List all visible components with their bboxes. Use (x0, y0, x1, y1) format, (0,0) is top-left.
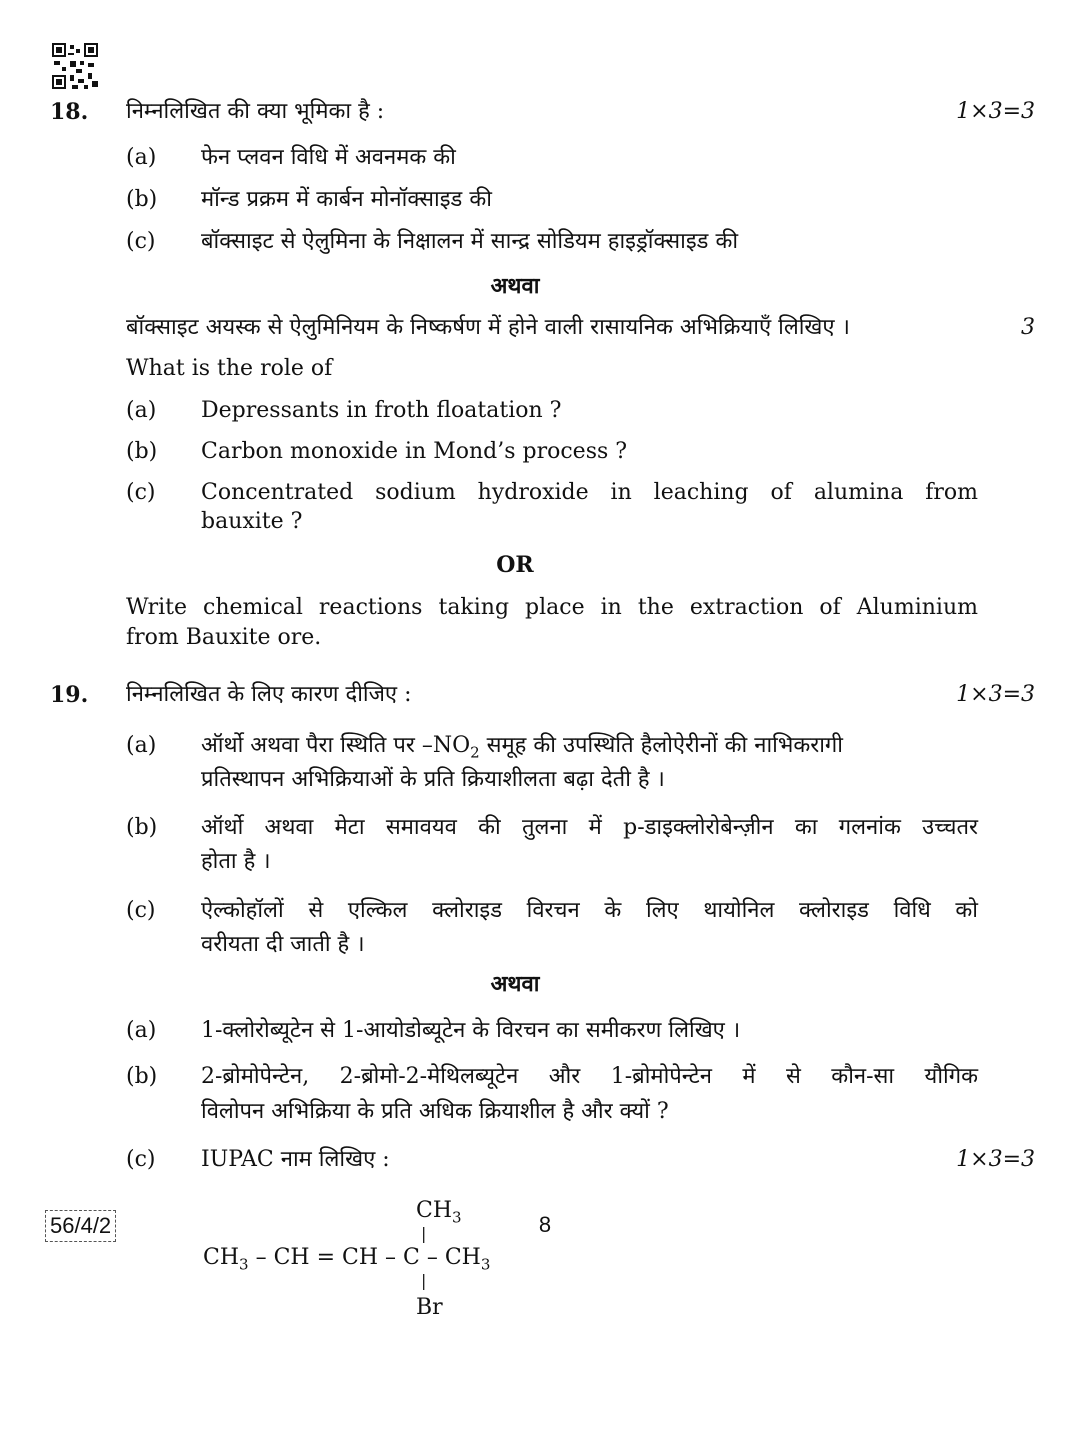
q19-alt-b-label: (b) (126, 1064, 158, 1089)
q18-alt-hindi: बॉक्साइट अयस्क से ऐलुमिनियम के निष्कर्षण में होने वाली रासायनिक अभिक्रियाएँ लिखिए । (126, 315, 850, 340)
q18-hi-a-text: फेन प्लवन विधि में अवनमक की (201, 145, 456, 170)
q18-hi-a-label: (a) (126, 145, 157, 170)
q18-prompt-hindi: निम्नलिखित की क्या भूमिका है : (126, 99, 385, 124)
q19-alt-c-label: (c) (126, 1147, 156, 1172)
q18-en-b-text: Carbon monoxide in Mond’s process ? (201, 439, 628, 464)
formula-main-3: – CH (419, 1245, 481, 1270)
paper-code: 56/4/2 (45, 1210, 116, 1242)
q19-a-line2: प्रतिस्थापन अभिक्रियाओं के प्रति क्रियाशीलता बढ़ा देती है । (201, 767, 665, 792)
q18-hi-b-text: मॉन्ड प्रक्रम में कार्बन मोनॉक्साइड की (201, 187, 492, 212)
q18-alt-english-line1: Write chemical reactions taking place in the extraction of Aluminium (126, 595, 978, 620)
q18-prompt-english: What is the role of (126, 356, 333, 381)
q19-a-line1 (201, 731, 978, 761)
q19-c-line1: ऐल्कोहॉलों से एल्किल क्लोराइड विरचन के लिए थायोनिल क्लोराइड विधि को (201, 898, 978, 923)
page-number: 8 (538, 1212, 552, 1237)
q19-c-line2: वरीयता दी जाती है । (201, 932, 365, 957)
q19-marks: 1×3=3 (956, 682, 1035, 707)
q18-en-c-text-line2: bauxite ? (201, 509, 303, 534)
formula-top-group (416, 1198, 462, 1227)
q19-a-label: (a) (126, 733, 157, 758)
q19-or-hindi: अथवा (490, 971, 540, 997)
q19-alt-b-line1: 2-ब्रोमोपेन्टेन, 2-ब्रोमो-2-मेथिलब्यूटेन और 1-ब्रोमोपेन्टेन में से कौन-सा यौगिक (201, 1064, 978, 1089)
qr-code-icon (52, 43, 98, 89)
formula-top-group-text: CH (416, 1198, 453, 1223)
q18-hi-c-text: बॉक्साइट से ऐलुमिना के निक्षालन में सान्द्र सोडियम हाइड्रॉक्साइड की (201, 229, 739, 254)
q18-hi-b-label: (b) (126, 187, 158, 212)
q18-or-english: OR (496, 552, 534, 578)
q19-b-line1: ऑर्थो अथवा मेटा समावयव की तुलना में p-डाइक्लोरोबेन्ज़ीन का गलनांक उच्चतर (201, 815, 978, 840)
q19-b-line2: होता है । (201, 849, 271, 874)
q19-alt-a-label: (a) (126, 1018, 157, 1043)
formula-bond-top: | (421, 1224, 427, 1243)
q19-prompt-hindi: निम्नलिखित के लिए कारण दीजिए : (126, 682, 412, 707)
formula-center-atom: C (403, 1245, 420, 1270)
formula-bottom-group: Br (416, 1295, 443, 1320)
q18-en-a-label: (a) (126, 398, 157, 423)
q19-alt-marks: 1×3=3 (956, 1147, 1035, 1172)
formula-main-3-sub: 3 (480, 1255, 491, 1274)
q19-a-line1-post: समूह की उपस्थिति हैलोऐरीनों की नाभिकरागी (479, 733, 843, 758)
q18-or-hindi: अथवा (490, 273, 540, 299)
q19-a-line1-sub: 2 (470, 743, 480, 762)
formula-top-group-sub: 3 (452, 1208, 462, 1227)
q19-a-line1-pre: ऑर्थो अथवा पैरा स्थिति पर –NO (201, 733, 471, 758)
q18-en-b-label: (b) (126, 439, 158, 464)
q19-alt-a-text: 1-क्लोरोब्यूटेन से 1-आयोडोब्यूटेन के विरचन का समीकरण लिखिए । (201, 1018, 741, 1043)
formula-main-chain (203, 1245, 491, 1274)
question-number-18: 18. (50, 99, 89, 125)
q18-hi-c-label: (c) (126, 229, 156, 254)
q18-en-c-label: (c) (126, 480, 156, 505)
q19-alt-b-line2: विलोपन अभिक्रिया के प्रति अधिक क्रियाशील है और क्यों ? (201, 1099, 669, 1124)
formula-main-1: CH (203, 1245, 240, 1270)
q18-alt-marks: 3 (1021, 315, 1035, 340)
q18-en-c-text: Concentrated sodium hydroxide in leaching of alumina from (201, 480, 978, 505)
q18-en-a-text: Depressants in froth floatation ? (201, 398, 562, 423)
q19-b-label: (b) (126, 815, 158, 840)
q18-alt-english-line2: from Bauxite ore. (126, 625, 322, 650)
q19-alt-c-text: IUPAC नाम लिखिए : (201, 1147, 390, 1172)
question-number-19: 19. (50, 682, 89, 708)
formula-main-1-sub: 3 (239, 1255, 249, 1274)
q19-c-label: (c) (126, 898, 156, 923)
formula-bond-bottom: | (421, 1271, 427, 1290)
q18-marks: 1×3=3 (956, 99, 1035, 124)
formula-main-2: – CH = CH – (248, 1245, 404, 1270)
